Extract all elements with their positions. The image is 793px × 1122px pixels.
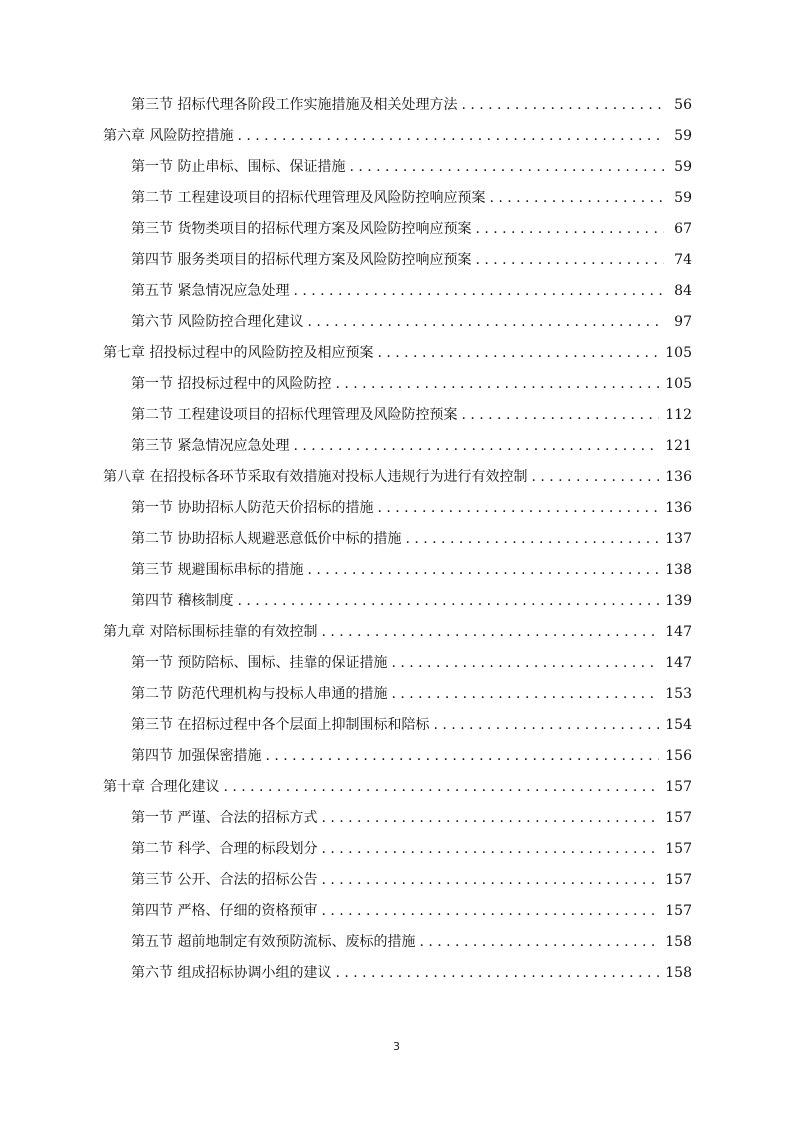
dot-leader xyxy=(391,684,659,704)
toc-entry-page-number: 136 xyxy=(665,500,692,516)
toc-entry-section[interactable] xyxy=(131,560,692,580)
toc-entry-section[interactable] xyxy=(131,250,692,270)
toc-entry-title: 第七章 招投标过程中的风险防控及相应预案 xyxy=(103,345,374,361)
toc-entry-title: 第三节 规避围标串标的措施 xyxy=(131,562,304,578)
toc-entry-section[interactable] xyxy=(131,157,692,177)
page-number: 3 xyxy=(393,1040,400,1053)
toc-entry-section[interactable] xyxy=(131,684,692,704)
toc-entry-title: 第四节 服务类项目的招标代理方案及风险防控响应预案 xyxy=(131,252,472,268)
toc-entry-title: 第二节 防范代理机构与投标人串通的措施 xyxy=(131,686,388,702)
toc-entry-chapter[interactable] xyxy=(103,343,692,363)
toc-entry-page-number: 157 xyxy=(665,903,692,919)
toc-entry-section[interactable] xyxy=(131,715,692,735)
toc-entry-page-number: 154 xyxy=(665,717,692,733)
toc-entry-title: 第六节 风险防控合理化建议 xyxy=(131,314,304,330)
toc-entry-section[interactable] xyxy=(131,281,692,301)
toc-entry-page-number: 156 xyxy=(665,748,692,764)
dot-leader xyxy=(391,653,659,673)
toc-entry-title: 第五节 紧急情况应急处理 xyxy=(131,283,290,299)
toc-entry-title: 第一节 协助招标人防范天价招标的措施 xyxy=(131,500,374,516)
toc-entry-page-number: 105 xyxy=(665,345,692,361)
toc-entry-section[interactable] xyxy=(131,312,692,332)
dot-leader xyxy=(475,219,664,239)
toc-entry-title: 第十章 合理化建议 xyxy=(103,779,220,795)
toc-entry-page-number: 59 xyxy=(674,128,692,144)
toc-entry-title: 第三节 紧急情况应急处理 xyxy=(131,438,290,454)
dot-leader xyxy=(335,963,659,983)
toc-entry-section[interactable] xyxy=(131,963,692,983)
toc-entry-page-number: 158 xyxy=(665,965,692,981)
toc-entry-page-number: 153 xyxy=(665,686,692,702)
dot-leader xyxy=(475,250,664,270)
toc-entry-page-number: 157 xyxy=(665,779,692,795)
toc-entry-title: 第三节 货物类项目的招标代理方案及风险防控响应预案 xyxy=(131,221,472,237)
toc-entry-title: 第一节 预防陪标、围标、挂靠的保证措施 xyxy=(131,655,388,671)
toc-entry-title: 第一节 招投标过程中的风险防控 xyxy=(131,376,332,392)
dot-leader xyxy=(461,95,664,115)
toc-entry-title: 第八章 在招投标各环节采取有效措施对投标人违规行为进行有效控制 xyxy=(103,469,528,485)
dot-leader xyxy=(237,591,659,611)
dot-leader xyxy=(461,405,659,425)
toc-entry-page-number: 139 xyxy=(665,593,692,609)
dot-leader xyxy=(377,343,659,363)
dot-leader xyxy=(335,374,659,394)
toc-entry-page-number: 97 xyxy=(674,314,692,330)
dot-leader xyxy=(349,157,664,177)
toc-entry-title: 第三节 在招标过程中各个层面上抑制围标和陪标 xyxy=(131,717,430,733)
toc-entry-chapter[interactable] xyxy=(103,622,692,642)
toc-entry-page-number: 138 xyxy=(665,562,692,578)
dot-leader xyxy=(531,467,659,487)
toc-entry-chapter[interactable] xyxy=(103,467,692,487)
toc-entry-section[interactable] xyxy=(131,932,692,952)
dot-leader xyxy=(307,312,664,332)
toc-entry-section[interactable] xyxy=(131,746,692,766)
dot-leader xyxy=(321,839,659,859)
toc-entry-title: 第一节 严谨、合法的招标方式 xyxy=(131,810,318,826)
toc-entry-section[interactable] xyxy=(131,436,692,456)
toc-entry-section[interactable] xyxy=(131,901,692,921)
toc-entry-page-number: 67 xyxy=(674,221,692,237)
toc-entry-title: 第六节 组成招标协调小组的建议 xyxy=(131,965,332,981)
dot-leader xyxy=(293,281,664,301)
toc-entry-page-number: 147 xyxy=(665,624,692,640)
toc-entry-page-number: 105 xyxy=(665,376,692,392)
toc-entry-section[interactable] xyxy=(131,839,692,859)
toc-entry-section[interactable] xyxy=(131,808,692,828)
toc-entry-section[interactable] xyxy=(131,870,692,890)
toc-entry-page-number: 157 xyxy=(665,841,692,857)
toc-entry-page-number: 158 xyxy=(665,934,692,950)
dot-leader xyxy=(293,436,659,456)
toc-entry-page-number: 147 xyxy=(665,655,692,671)
toc-entry-page-number: 137 xyxy=(665,531,692,547)
dot-leader xyxy=(433,715,659,735)
toc-entry-page-number: 84 xyxy=(674,283,692,299)
toc-entry-page-number: 56 xyxy=(674,97,692,113)
toc-entry-chapter[interactable] xyxy=(103,777,692,797)
dot-leader xyxy=(307,560,659,580)
dot-leader xyxy=(321,901,659,921)
dot-leader xyxy=(419,932,659,952)
toc-entry-title: 第六章 风险防控措施 xyxy=(103,128,234,144)
toc-entry-page-number: 157 xyxy=(665,810,692,826)
dot-leader xyxy=(405,529,659,549)
toc-entry-section[interactable] xyxy=(131,95,692,115)
toc-entry-title: 第二节 科学、合理的标段划分 xyxy=(131,841,318,857)
toc-entry-title: 第二节 协助招标人规避恶意低价中标的措施 xyxy=(131,531,402,547)
toc-entry-page-number: 112 xyxy=(665,407,692,423)
toc-entry-page-number: 136 xyxy=(665,469,692,485)
dot-leader xyxy=(377,498,659,518)
toc-entry-title: 第四节 稽核制度 xyxy=(131,593,234,609)
toc-entry-title: 第二节 工程建设项目的招标代理管理及风险防控响应预案 xyxy=(131,190,486,206)
toc-entry-title: 第一节 防止串标、围标、保证措施 xyxy=(131,159,346,175)
toc-entry-page-number: 59 xyxy=(674,159,692,175)
toc-entry-title: 第四节 严格、仔细的资格预审 xyxy=(131,903,318,919)
toc-entry-title: 第五节 超前地制定有效预防流标、废标的措施 xyxy=(131,934,416,950)
dot-leader xyxy=(489,188,664,208)
toc-entry-section[interactable] xyxy=(131,529,692,549)
toc-entry-section[interactable] xyxy=(131,188,692,208)
dot-leader xyxy=(265,746,659,766)
toc-entry-title: 第四节 加强保密措施 xyxy=(131,748,262,764)
toc-entry-section[interactable] xyxy=(131,498,692,518)
toc-entry-section[interactable] xyxy=(131,653,692,673)
toc-entry-section[interactable] xyxy=(131,219,692,239)
toc-entry-page-number: 74 xyxy=(674,252,692,268)
dot-leader xyxy=(321,622,659,642)
toc-entry-page-number: 121 xyxy=(665,438,692,454)
toc-entry-section[interactable] xyxy=(131,591,692,611)
toc-entry-chapter[interactable] xyxy=(103,126,692,146)
toc-entry-title: 第二节 工程建设项目的招标代理管理及风险防控预案 xyxy=(131,407,458,423)
toc-entry-title: 第三节 公开、合法的招标公告 xyxy=(131,872,318,888)
dot-leader xyxy=(321,870,659,890)
toc-entry-page-number: 157 xyxy=(665,872,692,888)
toc-entry-section[interactable] xyxy=(131,405,692,425)
dot-leader xyxy=(237,126,664,146)
toc-entry-title: 第九章 对陪标围标挂靠的有效控制 xyxy=(103,624,318,640)
toc-entry-page-number: 59 xyxy=(674,190,692,206)
dot-leader xyxy=(223,777,659,797)
dot-leader xyxy=(321,808,659,828)
toc-entry-title: 第三节 招标代理各阶段工作实施措施及相关处理方法 xyxy=(131,97,458,113)
toc-entry-section[interactable] xyxy=(131,374,692,394)
